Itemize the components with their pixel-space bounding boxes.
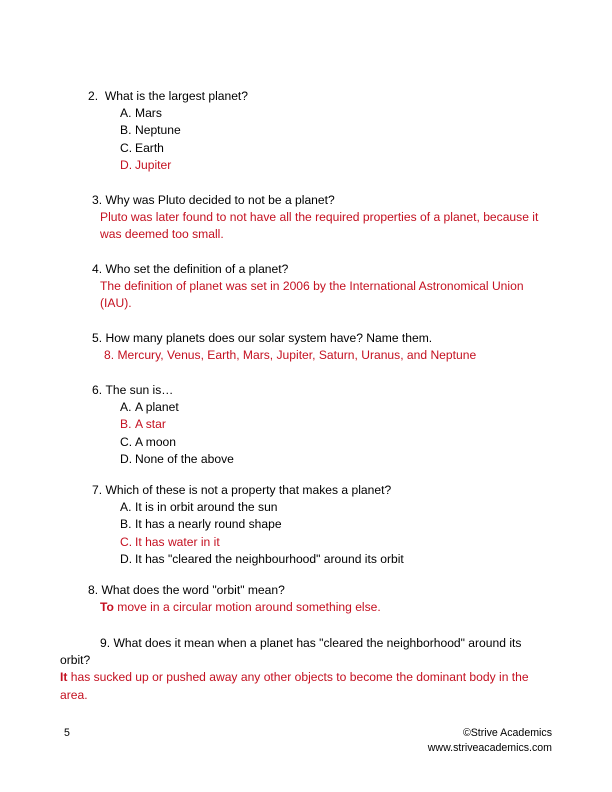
choice-list-6	[120, 399, 522, 468]
choice-7-d[interactable]	[120, 551, 532, 568]
choice-text-6-b: A star	[135, 417, 166, 432]
choice-label-2-c: C.	[120, 140, 133, 155]
question-prompt-5: How many planets does our solar system have? Name them.	[105, 331, 433, 345]
footer-credits	[428, 726, 552, 756]
question-number-2: 2.	[88, 89, 99, 103]
question-block-4	[92, 261, 544, 313]
question-block-7	[92, 482, 532, 568]
choice-label-2-d: D.	[120, 157, 133, 172]
choice-text-7-c: It has water in it	[135, 534, 220, 549]
choice-text-6-a: A planet	[135, 400, 179, 415]
question-text-6	[92, 382, 522, 399]
answer-text-8	[100, 599, 528, 616]
question-number-7: 7.	[92, 483, 103, 497]
question-block-3	[92, 192, 544, 244]
answer-lead-9: It	[60, 670, 68, 685]
question-prompt-6: The sun is…	[105, 383, 174, 397]
choice-2-b[interactable]	[120, 122, 558, 139]
question-block-2	[88, 88, 558, 174]
choice-label-6-d: D.	[120, 451, 133, 466]
choice-text-7-d: It has "cleared the neighbourhood" around its orbit	[135, 551, 404, 566]
question-prompt-7: Which of these is not a property that makes a planet?	[105, 483, 392, 497]
question-prompt-4: Who set the definition of a planet?	[105, 262, 289, 276]
choice-label-2-a: A.	[120, 106, 132, 121]
choice-2-c[interactable]	[120, 140, 558, 157]
question-prompt-3: Why was Pluto decided to not be a planet?	[105, 193, 335, 207]
question-block-9	[60, 635, 552, 704]
choice-text-7-b: It has a nearly round shape	[135, 517, 282, 532]
question-block-6	[92, 382, 522, 468]
footer-copyright: ©Strive Academics	[462, 727, 552, 739]
question-text-7	[92, 482, 532, 499]
question-number-9: 9.	[100, 636, 111, 650]
question-text-5	[92, 330, 552, 347]
choice-6-c[interactable]	[120, 434, 522, 451]
question-text-9	[60, 635, 552, 669]
choice-label-7-c: C.	[120, 534, 133, 549]
choice-7-b[interactable]	[120, 516, 532, 533]
choice-label-7-b: B.	[120, 517, 132, 532]
choice-text-2-c: Earth	[135, 140, 164, 155]
question-number-3: 3.	[92, 193, 103, 207]
choice-text-7-a: It is in orbit around the sun	[135, 500, 278, 515]
choice-label-2-b: B.	[120, 123, 132, 138]
question-text-4	[92, 261, 544, 278]
answer-lead-8: To	[100, 600, 114, 615]
choice-label-6-a: A.	[120, 400, 132, 415]
choice-text-2-a: Mars	[135, 106, 162, 121]
question-number-6: 6.	[92, 383, 103, 397]
choice-7-a[interactable]	[120, 499, 532, 516]
choice-6-d[interactable]	[120, 451, 522, 468]
question-number-8: 8.	[88, 583, 99, 597]
question-block-5	[92, 330, 552, 364]
choice-label-7-d: D.	[120, 551, 133, 566]
choice-2-a[interactable]	[120, 105, 558, 122]
choice-text-6-d: None of the above	[135, 451, 234, 466]
question-block-8	[88, 582, 528, 616]
choice-label-7-a: A.	[120, 500, 132, 515]
question-text-2	[88, 88, 558, 105]
choice-6-b[interactable]	[120, 416, 522, 433]
question-prompt-2: What is the largest planet?	[104, 89, 249, 103]
question-number-5: 5.	[92, 331, 103, 345]
page-footer	[0, 726, 612, 776]
question-text-8	[88, 582, 528, 599]
question-text-3	[92, 192, 544, 209]
choice-label-6-b: B.	[120, 417, 132, 432]
footer-website: www.striveacademics.com	[427, 742, 552, 754]
answer-rest-8: move in a circular motion around something else.	[113, 600, 381, 615]
answer-rest-9: has sucked up or pushed away any other objects to become the dominant body in the area.	[60, 670, 532, 702]
question-prompt-9: What does it mean when a planet has "cleared the neighborhood" around its orbit?	[60, 636, 525, 668]
choice-6-a[interactable]	[120, 399, 522, 416]
choice-list-2	[120, 105, 558, 174]
answer-text-9	[60, 669, 552, 703]
answer-text-5: 8. Mercury, Venus, Earth, Mars, Jupiter, Saturn, Uranus, and Neptune	[104, 348, 477, 363]
choice-text-6-c: A moon	[135, 434, 177, 449]
choice-list-7	[120, 499, 532, 568]
question-prompt-8: What does the word "orbit" mean?	[101, 583, 285, 597]
answer-text-4: The definition of planet was set in 2006 by the International Astronomical Union (IAU).	[100, 279, 527, 311]
question-number-4: 4.	[92, 262, 103, 276]
choice-7-c[interactable]	[120, 534, 532, 551]
answer-text-3: Pluto was later found to not have all the required properties of a planet, because it was deemed too small.	[100, 210, 542, 242]
choice-text-2-b: Neptune	[135, 123, 181, 138]
choice-label-6-c: C.	[120, 434, 133, 449]
choice-2-d[interactable]	[120, 157, 558, 174]
footer-page-number: 5	[64, 727, 70, 739]
choice-text-2-d: Jupiter	[135, 157, 172, 172]
